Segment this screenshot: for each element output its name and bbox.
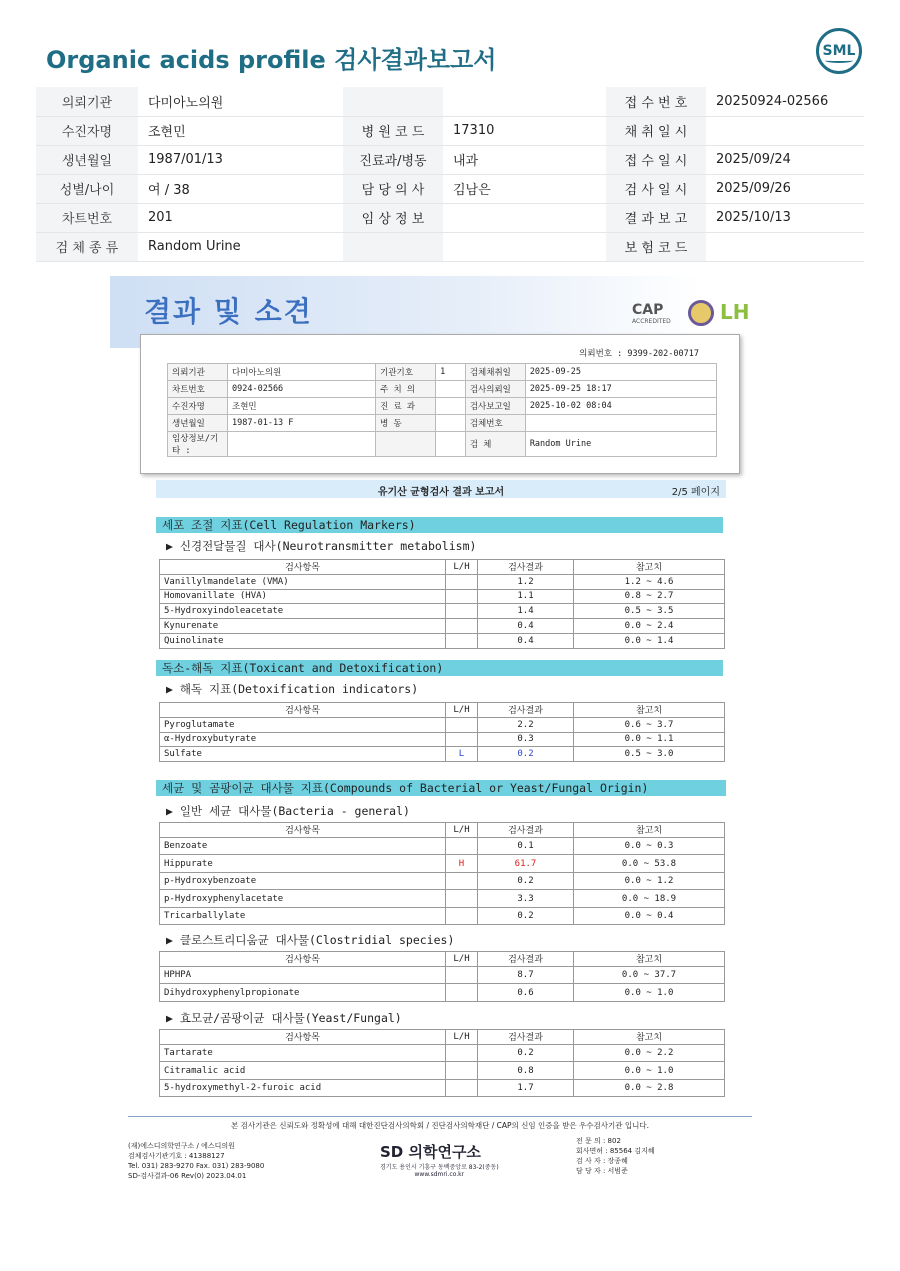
analyte-name: 5-Hydroxyindoleacetate [160, 604, 446, 619]
report-patient-label: 검체채취일 [465, 364, 525, 381]
table-row [160, 872, 725, 890]
report-patient-label: 수진자명 [168, 398, 228, 415]
flag: L [446, 747, 478, 762]
footer-line-text: (재)에스디의학연구소 / 에스디의원 [128, 1142, 235, 1150]
report-patient-value: 2025-09-25 18:17 [525, 381, 716, 398]
flag [446, 732, 478, 747]
table-row [160, 604, 725, 619]
column-header: 참고치 [574, 1030, 725, 1045]
report-patient-table [167, 363, 717, 457]
analyte-name: α-Hydroxybutyrate [160, 732, 446, 747]
reference-range: 0.6 ~ 3.7 [574, 717, 725, 732]
info-value: 201 [138, 203, 343, 232]
table-row [160, 619, 725, 634]
info-row [36, 116, 864, 145]
report-patient-label: 임상정보/기타 : [168, 432, 228, 457]
info-value: 다미아노의원 [138, 87, 343, 116]
info-label: 성별/나이 [36, 174, 138, 203]
column-header: L/H [446, 823, 478, 838]
result-value: 1.7 [478, 1079, 574, 1097]
report-patient-label [376, 432, 436, 457]
report-image [110, 276, 768, 1116]
table-row [160, 717, 725, 732]
reference-range: 0.0 ~ 1.0 [574, 984, 725, 1002]
info-label: 접 수 일 시 [606, 145, 706, 174]
flag [446, 966, 478, 984]
table-row [160, 837, 725, 855]
report-patient-label: 생년월일 [168, 415, 228, 432]
page-indicator: 2/5 페이지 [671, 487, 720, 498]
footer-left [128, 1141, 264, 1181]
info-label: 검 체 종 류 [36, 232, 138, 261]
analyte-name: Benzoate [160, 837, 446, 855]
analyte-name: Citramalic acid [160, 1062, 446, 1080]
result-table [159, 1029, 725, 1097]
column-header: 검사항목 [160, 952, 446, 967]
analyte-name: Dihydroxyphenylpropionate [160, 984, 446, 1002]
info-value [443, 87, 606, 116]
table-row [160, 589, 725, 604]
info-row [36, 87, 864, 116]
info-value [443, 203, 606, 232]
reference-range: 0.0 ~ 1.1 [574, 732, 725, 747]
report-header [156, 480, 726, 498]
result-value: 0.6 [478, 984, 574, 1002]
info-value [706, 232, 864, 261]
footer-note: 본 검사기관은 신뢰도와 정확성에 대해 대한진단검사의학회 / 진단검사의학재단 / CAP의 신임 인증을 받은 우수검사기관 입니다. [231, 1121, 649, 1130]
reference-range: 0.0 ~ 1.0 [574, 1062, 725, 1080]
info-value: 여 / 38 [138, 174, 343, 203]
result-table [159, 559, 725, 649]
report-patient-label: 차트번호 [168, 381, 228, 398]
flag [446, 619, 478, 634]
result-value: 0.2 [478, 907, 574, 925]
info-value: 조현민 [138, 116, 343, 145]
section-header: 세포 조절 지표(Cell Regulation Markers) [156, 517, 723, 533]
column-header: L/H [446, 703, 478, 718]
info-label: 보 험 코 드 [606, 232, 706, 261]
info-label: 진료과/병동 [343, 145, 443, 174]
report-patient-value: 2025-09-25 [525, 364, 716, 381]
report-patient-value: 1987-01-13 F [228, 415, 376, 432]
analyte-name: HPHPA [160, 966, 446, 984]
footer-line-text: 검체검사기관기호 : 41388127 [128, 1152, 225, 1160]
reference-range: 0.0 ~ 37.7 [574, 966, 725, 984]
report-patient-value [436, 432, 466, 457]
table-row [160, 633, 725, 648]
result-value: 8.7 [478, 966, 574, 984]
column-header: 검사결과 [478, 823, 574, 838]
report-patient-value [525, 415, 716, 432]
flag [446, 872, 478, 890]
cap-logo: CAP ACCREDITED [632, 302, 671, 325]
report-patient-value: 다미아노의원 [228, 364, 376, 381]
footer-line-text: 담 당 자 : 서범준 [576, 1167, 628, 1175]
info-label: 검 사 일 시 [606, 174, 706, 203]
table-row [160, 984, 725, 1002]
info-value: 2025/09/26 [706, 174, 864, 203]
flag [446, 1079, 478, 1097]
flag [446, 1062, 478, 1080]
report-patient-label: 진 료 과 [376, 398, 436, 415]
report-patient-value [436, 381, 466, 398]
column-header: L/H [446, 952, 478, 967]
column-header: L/H [446, 560, 478, 575]
info-label: 결 과 보 고 [606, 203, 706, 232]
footer-line-text: Tel. 031) 283-9270 Fax. 031) 283-9080 [128, 1162, 265, 1170]
request-number: 의뢰번호 : 9399-202-00717 [579, 349, 699, 359]
info-value: 17310 [443, 116, 606, 145]
analyte-name: Tricarballylate [160, 907, 446, 925]
column-header: 검사결과 [478, 560, 574, 575]
sml-logo: SML [816, 28, 862, 74]
column-header: 검사항목 [160, 703, 446, 718]
footer-mid: SD 의학연구소 경기도 용인시 기흥구 동백중앙로 83-2(중동) www.sdmri.co.kr [380, 1143, 499, 1178]
info-value: Random Urine [138, 232, 343, 261]
result-value: 0.3 [478, 732, 574, 747]
subsection-title: ▶ 해독 지표(Detoxification indicators) [166, 682, 419, 696]
analyte-name: 5-hydroxymethyl-2-furoic acid [160, 1079, 446, 1097]
report-patient-label: 검사보고일 [465, 398, 525, 415]
result-value: 0.8 [478, 1062, 574, 1080]
analyte-name: Vanillylmandelate (VMA) [160, 574, 446, 589]
result-value: 0.4 [478, 619, 574, 634]
info-label [343, 87, 443, 116]
info-value [443, 232, 606, 261]
report-patient-row [168, 432, 717, 457]
flag [446, 604, 478, 619]
info-value: 김남은 [443, 174, 606, 203]
info-row [36, 232, 864, 261]
reference-range: 0.8 ~ 2.7 [574, 589, 725, 604]
report-patient-value: 2025-10-02 08:04 [525, 398, 716, 415]
result-value: 0.2 [478, 872, 574, 890]
report-patient-label: 주 치 의 [376, 381, 436, 398]
reference-range: 0.0 ~ 2.2 [574, 1044, 725, 1062]
table-row [160, 1079, 725, 1097]
section-header: 세균 및 곰팡이균 대사물 지표(Compounds of Bacterial or Yeast/Fungal Origin) [156, 780, 726, 796]
info-label: 채 취 일 시 [606, 116, 706, 145]
info-value: 내과 [443, 145, 606, 174]
report-title: 유기산 균형검사 결과 보고서 [377, 487, 505, 498]
result-value: 2.2 [478, 717, 574, 732]
result-value: 3.3 [478, 890, 574, 908]
info-label: 생년월일 [36, 145, 138, 174]
analyte-name: Hippurate [160, 855, 446, 873]
result-table [159, 822, 725, 925]
flag [446, 907, 478, 925]
result-table [159, 951, 725, 1002]
report-patient-value: Random Urine [525, 432, 716, 457]
subsection-title: ▶ 신경전달물질 대사(Neurotransmitter metabolism) [166, 539, 477, 553]
reference-range: 1.2 ~ 4.6 [574, 574, 725, 589]
analyte-name: Kynurenate [160, 619, 446, 634]
result-value: 0.2 [478, 1044, 574, 1062]
table-row [160, 1062, 725, 1080]
result-value: 1.2 [478, 574, 574, 589]
result-value: 1.1 [478, 589, 574, 604]
flag [446, 1044, 478, 1062]
result-value: 0.4 [478, 633, 574, 648]
table-row [160, 747, 725, 762]
column-header: 참고치 [574, 703, 725, 718]
result-table [159, 702, 725, 762]
flag [446, 837, 478, 855]
result-value: 0.1 [478, 837, 574, 855]
report-patient-row [168, 415, 717, 432]
analyte-name: Sulfate [160, 747, 446, 762]
report-patient-label: 검체번호 [465, 415, 525, 432]
footer-divider [128, 1116, 752, 1117]
column-header: 검사결과 [478, 952, 574, 967]
banner-title: 결과 및 소견 [144, 295, 313, 328]
report-patient-label: 의뢰기관 [168, 364, 228, 381]
info-label [343, 232, 443, 261]
column-header: 참고치 [574, 952, 725, 967]
reference-range: 0.5 ~ 3.0 [574, 747, 725, 762]
column-header: 검사결과 [478, 1030, 574, 1045]
reference-range: 0.0 ~ 53.8 [574, 855, 725, 873]
flag [446, 589, 478, 604]
result-value: 1.4 [478, 604, 574, 619]
report-patient-value: 조현민 [228, 398, 376, 415]
table-row [160, 732, 725, 747]
column-header: 검사결과 [478, 703, 574, 718]
footer-line-text: 회사면허 : 85564 김지혜 [576, 1147, 655, 1155]
section-header: 독소-해독 지표(Toxicant and Detoxification) [156, 660, 723, 676]
table-row [160, 907, 725, 925]
info-value: 1987/01/13 [138, 145, 343, 174]
table-row [160, 574, 725, 589]
footer-right [576, 1136, 655, 1176]
table-row [160, 1044, 725, 1062]
report-patient-row [168, 381, 717, 398]
column-header: 검사항목 [160, 560, 446, 575]
table-row [160, 890, 725, 908]
subsection-title: ▶ 효모균/곰팡이균 대사물(Yeast/Fungal) [166, 1011, 402, 1025]
column-header: 참고치 [574, 823, 725, 838]
subsection-title: ▶ 클로스트리디움균 대사물(Clostridial species) [166, 933, 455, 947]
column-header: 검사항목 [160, 1030, 446, 1045]
analyte-name: Pyroglutamate [160, 717, 446, 732]
reference-range: 0.0 ~ 2.4 [574, 619, 725, 634]
info-row [36, 174, 864, 203]
reference-range: 0.0 ~ 1.4 [574, 633, 725, 648]
footer-line-text: 검 사 자 : 장종혜 [576, 1157, 628, 1165]
flag [446, 717, 478, 732]
column-header: 검사항목 [160, 823, 446, 838]
report-patient-value: 0924-02566 [228, 381, 376, 398]
info-row [36, 203, 864, 232]
report-patient-value [436, 415, 466, 432]
column-header: L/H [446, 1030, 478, 1045]
report-patient-box [140, 334, 740, 474]
analyte-name: p-Hydroxybenzoate [160, 872, 446, 890]
analyte-name: Tartarate [160, 1044, 446, 1062]
page-title: Organic acids profile 검사결과보고서 [46, 46, 497, 74]
reference-range: 0.0 ~ 18.9 [574, 890, 725, 908]
flag [446, 984, 478, 1002]
seal-icon [688, 300, 714, 326]
info-row [36, 145, 864, 174]
footer-line-text: SD-검사결과-06 Rev(0) 2023.04.01 [128, 1172, 247, 1180]
report-patient-row [168, 398, 717, 415]
flag [446, 890, 478, 908]
result-value: 61.7 [478, 855, 574, 873]
lh-logo: LH [720, 300, 750, 324]
flag [446, 633, 478, 648]
info-value [706, 116, 864, 145]
reference-range: 0.0 ~ 1.2 [574, 872, 725, 890]
info-value: 20250924-02566 [706, 87, 864, 116]
info-label: 접 수 번 호 [606, 87, 706, 116]
report-patient-value: 1 [436, 364, 466, 381]
report-patient-value [436, 398, 466, 415]
info-label: 의뢰기관 [36, 87, 138, 116]
info-label: 병 원 코 드 [343, 116, 443, 145]
info-label: 담 당 의 사 [343, 174, 443, 203]
info-label: 수진자명 [36, 116, 138, 145]
subsection-title: ▶ 일반 세균 대사물(Bacteria - general) [166, 804, 410, 818]
analyte-name: p-Hydroxyphenylacetate [160, 890, 446, 908]
footer-line-text: 전 문 의 : 802 [576, 1137, 621, 1145]
flag [446, 574, 478, 589]
report-patient-label: 기관기호 [376, 364, 436, 381]
report-patient-value [228, 432, 376, 457]
table-row [160, 855, 725, 873]
reference-range: 0.0 ~ 0.3 [574, 837, 725, 855]
report-patient-label: 검사의뢰일 [465, 381, 525, 398]
info-value: 2025/10/13 [706, 203, 864, 232]
report-patient-label: 검 체 [465, 432, 525, 457]
table-row [160, 966, 725, 984]
result-value: 0.2 [478, 747, 574, 762]
report-patient-row [168, 364, 717, 381]
column-header: 참고치 [574, 560, 725, 575]
analyte-name: Quinolinate [160, 633, 446, 648]
reference-range: 0.5 ~ 3.5 [574, 604, 725, 619]
reference-range: 0.0 ~ 0.4 [574, 907, 725, 925]
patient-info-table [36, 87, 864, 262]
info-label: 임 상 정 보 [343, 203, 443, 232]
info-label: 차트번호 [36, 203, 138, 232]
info-value: 2025/09/24 [706, 145, 864, 174]
reference-range: 0.0 ~ 2.8 [574, 1079, 725, 1097]
analyte-name: Homovanillate (HVA) [160, 589, 446, 604]
flag: H [446, 855, 478, 873]
report-patient-label: 병 동 [376, 415, 436, 432]
